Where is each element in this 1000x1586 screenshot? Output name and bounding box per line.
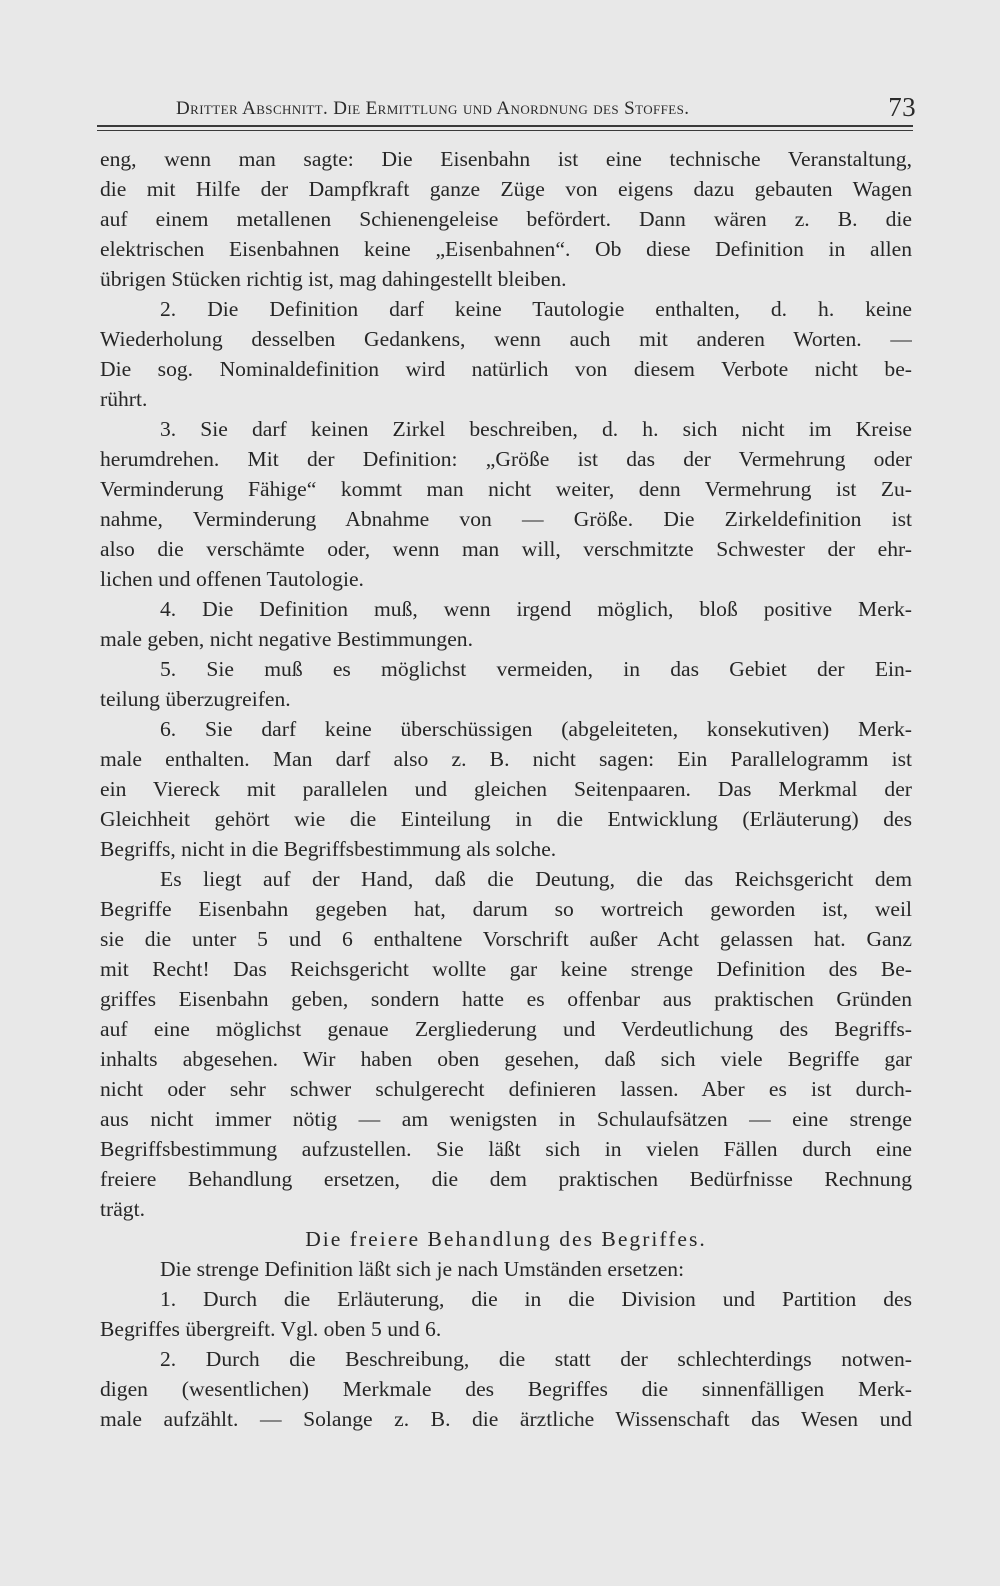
text-line: male geben, nicht negative Bestimmungen. [100,627,473,651]
text-line: nahme, Verminderung Abnahme von — Größe. Die Zirkeldefinition ist [100,507,912,531]
body-text [100,144,912,1434]
text-line: 4. Die Definition muß, wenn irgend möglich, bloß positive Merk- [160,597,912,621]
header-title: Dritter Abschnitt. Die Ermittlung und Anordnung des Stoffes. [176,98,690,119]
text-line: 1. Durch die Erläuterung, die in die Division und Partition des [160,1287,912,1311]
text-line: Begriffs, nicht in die Begriffsbestimmung als solche. [100,837,557,861]
text-line: Begriffes übergreift. Vgl. oben 5 und 6. [100,1317,442,1341]
text-line: aus nicht immer nötig — am wenigsten in Schulaufsätzen — eine strenge [100,1107,912,1131]
text-line: Begriffsbestimmung aufzustellen. Sie läßt sich in vielen Fällen durch eine [100,1137,912,1161]
text-line: inhalts abgesehen. Wir haben oben gesehen, daß sich viele Begriffe gar [100,1047,912,1071]
running-header [176,92,916,128]
text-line: sie die unter 5 und 6 enthaltene Vorschrift außer Acht gelassen hat. Ganz [100,927,912,951]
text-line: freiere Behandlung ersetzen, die dem praktischen Bedürfnisse Rechnung [100,1167,912,1191]
text-line: mit Recht! Das Reichsgericht wollte gar keine strenge Definition des Be- [100,957,912,981]
text-line: male aufzählt. — Solange z. B. die ärztliche Wissenschaft das Wesen und [100,1407,912,1431]
text-line: Die sog. Nominaldefinition wird natürlich von diesem Verbote nicht be- [100,357,912,381]
text-line: lichen und offenen Tautologie. [100,567,364,591]
text-line: 5. Sie muß es möglichst vermeiden, in das Gebiet der Ein- [160,657,912,681]
text-line: trägt. [100,1197,145,1221]
text-line: auf eine möglichst genaue Zergliederung und Verdeutlichung des Begriffs- [100,1017,912,1041]
text-line: teilung überzugreifen. [100,687,291,711]
text-line: male enthalten. Man darf also z. B. nicht sagen: Ein Parallelogramm ist [100,747,912,771]
text-line: 3. Sie darf keinen Zirkel beschreiben, d. h. sich nicht im Kreise [160,417,912,441]
text-line: Wiederholung desselben Gedankens, wenn auch mit anderen Worten. — [100,327,912,351]
text-line: digen (wesentlichen) Merkmale des Begriffes die sinnenfälligen Merk- [100,1377,912,1401]
text-line: Gleichheit gehört wie die Einteilung in die Entwicklung (Erläuterung) des [100,807,912,831]
header-rule [97,125,913,127]
text-line: 6. Sie darf keine überschüssigen (abgeleiteten, konsekutiven) Merk- [160,717,912,741]
text-line: 2. Durch die Beschreibung, die statt der schlechterdings notwen- [160,1347,912,1371]
text-line: Die strenge Definition läßt sich je nach Umständen ersetzen: [160,1257,685,1281]
text-line: elektrischen Eisenbahnen keine „Eisenbahnen“. Ob diese Definition in allen [100,237,912,261]
text-line: die mit Hilfe der Dampfkraft ganze Züge von eigens dazu gebauten Wagen [100,177,912,201]
text-line: auf einem metallenen Schienengeleise befördert. Dann wären z. B. die [100,207,912,231]
header-rule-thin [97,130,913,131]
page-number: 73 [888,92,916,122]
text-line: ein Viereck mit parallelen und gleichen Seitenpaaren. Das Merkmal der [100,777,912,801]
text-line: nicht oder sehr schwer schulgerecht definieren lassen. Aber es ist durch- [100,1077,912,1101]
text-line: eng, wenn man sagte: Die Eisenbahn ist eine technische Veranstaltung, [100,147,912,171]
text-line: übrigen Stücken richtig ist, mag dahingestellt bleiben. [100,267,567,291]
text-line: also die verschämte oder, wenn man will, verschmitzte Schwester der ehr- [100,537,912,561]
section-heading: Die freiere Behandlung des Begriffes. [305,1227,707,1251]
text-line: Begriffe Eisenbahn gegeben hat, darum so wortreich geworden ist, weil [100,897,912,921]
text-line: Verminderung Fähige“ kommt man nicht weiter, denn Vermehrung ist Zu- [100,477,912,501]
text-line: griffes Eisenbahn geben, sondern hatte es offenbar aus praktischen Gründen [100,987,912,1011]
text-line: Es liegt auf der Hand, daß die Deutung, die das Reichsgericht dem [160,867,912,891]
text-line: rührt. [100,387,148,411]
text-line: herumdrehen. Mit der Definition: „Größe ist das der Vermehrung oder [100,447,912,471]
text-line: 2. Die Definition darf keine Tautologie enthalten, d. h. keine [160,297,912,321]
